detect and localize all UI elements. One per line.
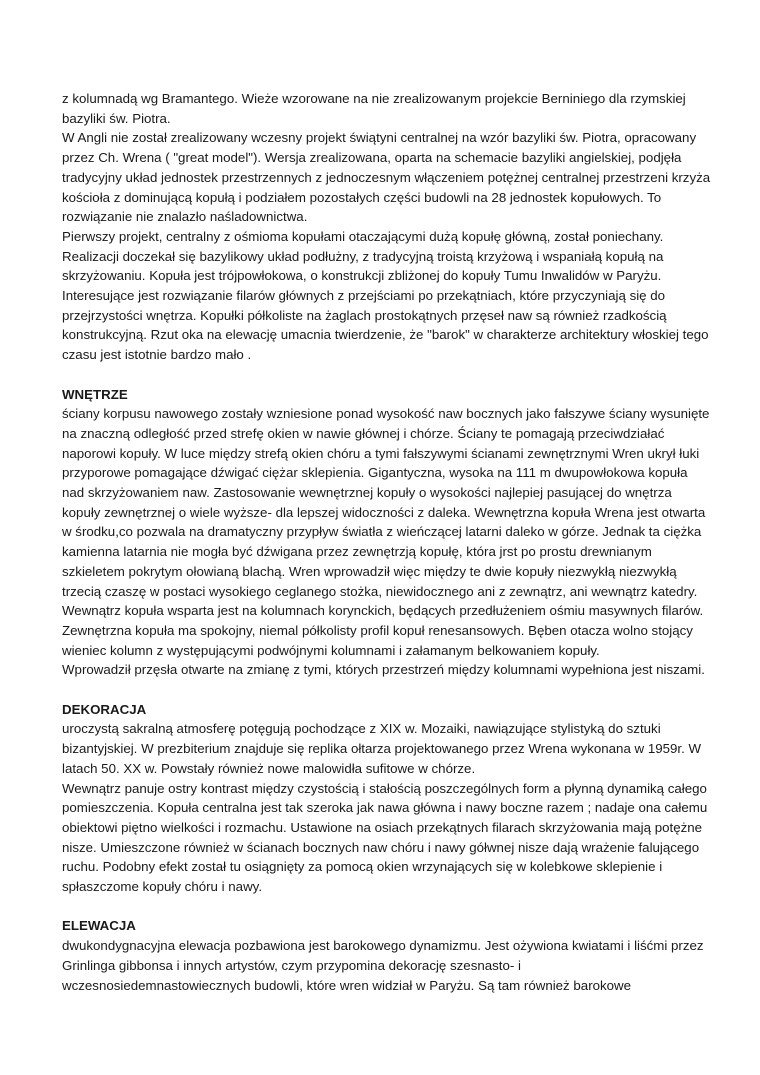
paragraph: Wewnątrz panuje ostry kontrast między czystością i stałością poszczególnych form a płynną dynamiką całego pomieszczenia. Kopuła centralna jest tak szeroka jak nawa główna i nawy boczne razem ; nadaje ona całemu obiektowi piętno wielkości i rozmachu. Ustawione na osiach przekątnych filarach skrzyżowania mają potężne nisze. Umieszczone również w ścianach bocznych naw chóru i nawy gółwnej nisze dają wrażenie falującego ruchu. Podobny efekt został tu osiągnięty za pomocą okien wrzynających się w kolebkowe sklepienie i spłaszczome kopuły chóru i nawy. [62, 780, 708, 895]
section-wnetrze [62, 385, 712, 681]
paragraph: ściany korpusu nawowego zostały wzniesione ponad wysokość naw bocznych jako fałszywe ściany wysunięte na znaczną odległość przed strefę okien w nawie głównej i chórze. Ściany te pomagają przeciwdziałać naporowi kopuły. W luce między strefą okien chóru a tymi fałszywymi ścianami zewnętrznymi Wren ukrył łuki przyporowe pomagające dźwigać ciężar sklepienia. Gigantyczna, wysoka na 111 m dwupowłokowa kopuła nad skrzyżowaniem naw. Zastosowanie wewnętrznej kopuły o wysokości najlepiej pasującej do wnętrza kopuły zewnętrznej o wiele wyższe- dla lepszej widoczności z daleka. Wewnętrzna kopuła Wrena jest otwarta w środku,co pozwala na dramatyczny przypływ światła z wieńczącej latarni daleko w górze. Jednak ta ciężka kamienna latarnia nie mogła być dźwigana przez zewnętrzją kopułę, która jrst po prostu drewnianym szkieletem pokrytym ołowianą blachą. Wren wprowadził więc między te dwie kopuły niezwykłą niezwykłą trzecią czaszę w postaci wysokiego ceglanego stożka, niewidocznego ani z zewnątrz, ani wewnątrz katedry. Wewnątrz kopuła wsparta jest na kolumnach korynckich, będących przedłużeniem ośmiu masywnych filarów. Zewnętrzna kopuła ma spokojny, niemal półkolisty profil kopuł renesansowych. Bęben otacza wolno stojący wieniec kolumn z występującymi podwójnymi kolumnami i załamanym belkowaniem kopuły. [62, 406, 710, 658]
paragraph: z kolumnadą wg Bramantego. Wieże wzorowane na nie zrealizowanym projekcie Berniniego dla rzymskiej bazyliki św. Piotra. [62, 91, 686, 126]
section-heading: WNĘTRZE [62, 386, 128, 402]
paragraph: Pierwszy projekt, centralny z ośmioma kopułami otaczającymi dużą kopułę główną, został poniechany. Realizacji doczekał się bazylikowy układ podłużny, z tradycyjną troistą krzyżową i wspaniałą kopułą na skrzyżowaniu. Kopuła jest trójpowłokowa, o konstrukcji zbliżonej do kopuły Tumu Inwalidów w Paryżu. Interesujące jest rozwiązanie filarów głównych z przejściami po przekątniach, które przyczyniają się do przejrzystości wnętrza. Kopułki półkoliste na żaglach prostokątnych przęseł naw są również rzadkością konstrukcyjną. Rzut oka na elewację umacnia twierdzenie, że "barok" w charakterze architektury włoskiej tego czasu jest istotnie bardzo mało . [62, 228, 709, 363]
paragraph: dwukondygnacyjna elewacja pozbawiona jest barokowego dynamizmu. Jest ożywiona kwiatami i liśćmi przez Grinlinga gibbonsa i innych artystów, czym przypomina dekorację szesnasto- i wczesnosiedemnastowiecznych budowli, które wren widział w Paryżu. Są tam również barokowe [62, 938, 704, 993]
section-heading: DEKORACJA [62, 701, 147, 717]
document-body [62, 89, 712, 995]
paragraph: uroczystą sakralną atmosferę potęgują pochodzące z XIX w. Mozaiki, nawiązujące stylistyką do sztuki bizantyjskiej. W prezbiterium znajduje się replika ołtarza projektowanego przez Wrena wykonana w 1959r. W latach 50. XX w. Powstały również nowe malowidła sufitowe w chórze. [62, 721, 702, 776]
section-elewacja [62, 916, 712, 995]
section-dekoracja [62, 700, 712, 897]
section-heading: ELEWACJA [62, 918, 136, 934]
paragraph: Wprowadził przęsła otwarte na zmianę z tymi, których przestrzeń między kolumnami wypełniona jest niszami. [62, 662, 705, 678]
paragraph: W Angli nie został zrealizowany wczesny projekt świątyni centralnej na wzór bazyliki św. Piotra, opracowany przez Ch. Wrena ( "great model"). Wersja zrealizowana, oparta na schemacie bazyliki angielskiej, podjęła tradycyjny układ jednostek przestrzennych z jednoczesnym włączeniem potężnej centralnej przestrzeni krzyża kościoła z dominującą kopułą i podziałem pozostałych części budowli na 28 jednostek kopułowych. To rozwiązanie nie znalazło naśladownictwa. [62, 130, 711, 225]
